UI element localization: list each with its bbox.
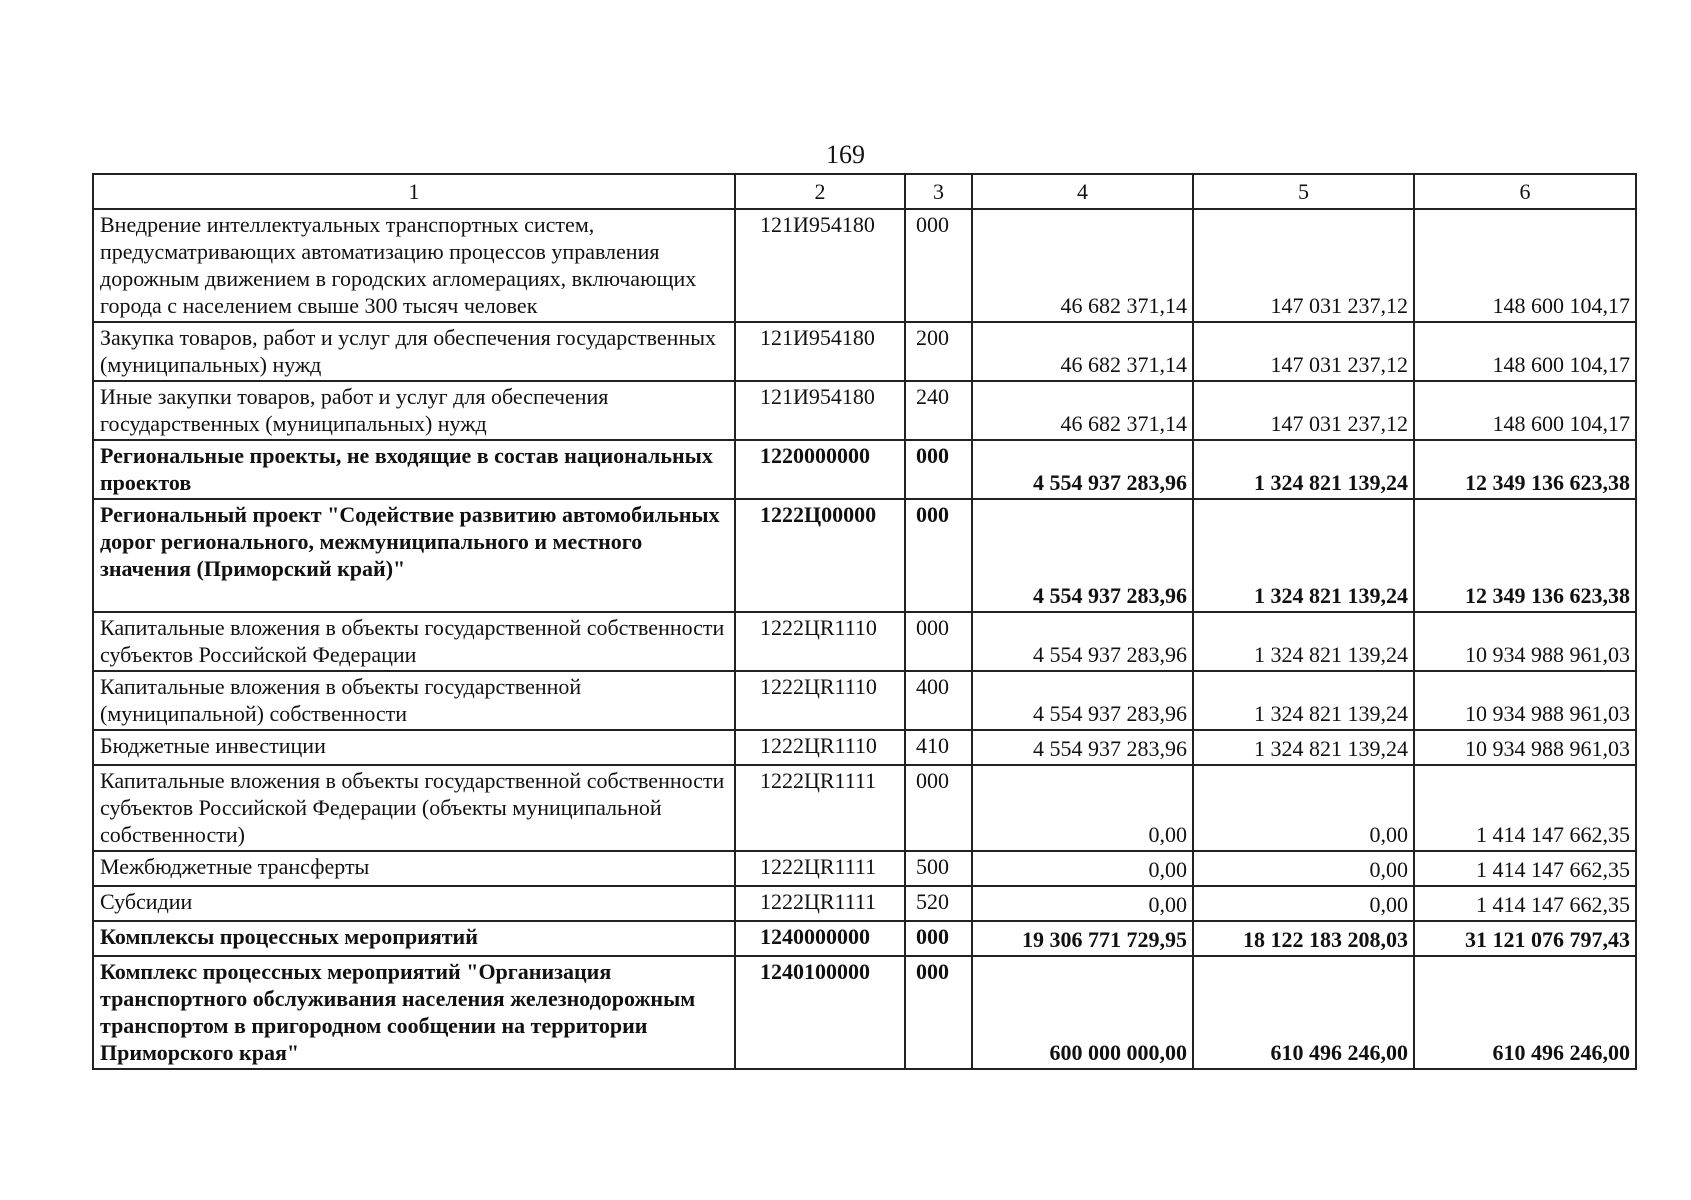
row-type-cell: 240 bbox=[905, 381, 972, 440]
row-value-col4-cell: 4 554 937 283,96 bbox=[972, 612, 1193, 671]
row-value-col5-cell: 1 324 821 139,24 bbox=[1193, 440, 1414, 499]
row-code-cell: 1222ЦR1111 bbox=[735, 851, 905, 886]
row-value-col4-cell: 600 000 000,00 bbox=[972, 956, 1193, 1069]
table-row bbox=[93, 209, 1636, 322]
row-code-cell: 1222ЦR1110 bbox=[735, 612, 905, 671]
row-value-col6-cell: 10 934 988 961,03 bbox=[1414, 730, 1636, 765]
row-code-cell: 1222ЦR1110 bbox=[735, 730, 905, 765]
row-value-col6-cell: 148 600 104,17 bbox=[1414, 322, 1636, 381]
row-value-col4-cell: 4 554 937 283,96 bbox=[972, 499, 1193, 612]
row-value-col6-cell: 10 934 988 961,03 bbox=[1414, 612, 1636, 671]
row-code-cell: 1222ЦR1111 bbox=[735, 886, 905, 921]
table-row bbox=[93, 440, 1636, 499]
row-name-cell: Межбюджетные трансферты bbox=[93, 851, 735, 886]
row-value-col4-cell: 19 306 771 729,95 bbox=[972, 921, 1193, 956]
header-cell-5: 5 bbox=[1193, 174, 1414, 209]
table-row bbox=[93, 886, 1636, 921]
table-row bbox=[93, 765, 1636, 851]
row-code-cell: 1220000000 bbox=[735, 440, 905, 499]
row-type-cell: 000 bbox=[905, 440, 972, 499]
row-value-col5-cell: 1 324 821 139,24 bbox=[1193, 499, 1414, 612]
row-value-col6-cell: 1 414 147 662,35 bbox=[1414, 851, 1636, 886]
header-cell-6: 6 bbox=[1414, 174, 1636, 209]
row-name-cell: Закупка товаров, работ и услуг для обеспечения государственных (муниципальных) нужд bbox=[93, 322, 735, 381]
row-code-cell: 121И954180 bbox=[735, 381, 905, 440]
row-value-col4-cell: 0,00 bbox=[972, 851, 1193, 886]
header-cell-1: 1 bbox=[93, 174, 735, 209]
table-row bbox=[93, 730, 1636, 765]
table-row bbox=[93, 322, 1636, 381]
row-value-col5-cell: 610 496 246,00 bbox=[1193, 956, 1414, 1069]
row-value-col5-cell: 0,00 bbox=[1193, 886, 1414, 921]
row-type-cell: 000 bbox=[905, 209, 972, 322]
page-number: 169 bbox=[826, 140, 865, 169]
row-type-cell: 500 bbox=[905, 851, 972, 886]
row-name-cell: Региональный проект "Содействие развитию автомобильных дорог регионального, межмуниципального и местного значения (Приморский край)" bbox=[93, 499, 735, 612]
row-type-cell: 200 bbox=[905, 322, 972, 381]
row-name-cell: Капитальные вложения в объекты государственной собственности субъектов Российской Федерации (объекты муниципальной собственности) bbox=[93, 765, 735, 851]
row-value-col5-cell: 147 031 237,12 bbox=[1193, 209, 1414, 322]
row-value-col6-cell: 1 414 147 662,35 bbox=[1414, 886, 1636, 921]
row-name-cell: Комплекс процессных мероприятий "Организация транспортного обслуживания населения железнодорожным транспортом в пригородном сообщении на территории Приморского края" bbox=[93, 956, 735, 1069]
row-value-col5-cell: 147 031 237,12 bbox=[1193, 381, 1414, 440]
row-value-col6-cell: 31 121 076 797,43 bbox=[1414, 921, 1636, 956]
row-type-cell: 000 bbox=[905, 921, 972, 956]
header-cell-3: 3 bbox=[905, 174, 972, 209]
row-value-col4-cell: 0,00 bbox=[972, 765, 1193, 851]
row-value-col6-cell: 12 349 136 623,38 bbox=[1414, 440, 1636, 499]
row-type-cell: 410 bbox=[905, 730, 972, 765]
table-body bbox=[93, 174, 1636, 1069]
row-name-cell: Субсидии bbox=[93, 886, 735, 921]
row-name-cell: Капитальные вложения в объекты государственной (муниципальной) собственности bbox=[93, 671, 735, 730]
row-value-col6-cell: 148 600 104,17 bbox=[1414, 209, 1636, 322]
header-cell-4: 4 bbox=[972, 174, 1193, 209]
row-value-col4-cell: 46 682 371,14 bbox=[972, 381, 1193, 440]
row-value-col5-cell: 1 324 821 139,24 bbox=[1193, 671, 1414, 730]
row-name-cell: Капитальные вложения в объекты государственной собственности субъектов Российской Федерации bbox=[93, 612, 735, 671]
table-row bbox=[93, 851, 1636, 886]
row-code-cell: 1222Ц00000 bbox=[735, 499, 905, 612]
header-cell-2: 2 bbox=[735, 174, 905, 209]
row-code-cell: 1240100000 bbox=[735, 956, 905, 1069]
row-code-cell: 1222ЦR1111 bbox=[735, 765, 905, 851]
row-type-cell: 000 bbox=[905, 956, 972, 1069]
table-header-row bbox=[93, 174, 1636, 209]
row-type-cell: 000 bbox=[905, 765, 972, 851]
row-type-cell: 000 bbox=[905, 499, 972, 612]
row-code-cell: 121И954180 bbox=[735, 209, 905, 322]
row-type-cell: 000 bbox=[905, 612, 972, 671]
row-value-col6-cell: 148 600 104,17 bbox=[1414, 381, 1636, 440]
budget-table bbox=[92, 173, 1637, 1070]
row-value-col5-cell: 1 324 821 139,24 bbox=[1193, 730, 1414, 765]
row-value-col5-cell: 0,00 bbox=[1193, 765, 1414, 851]
row-name-cell: Комплексы процессных мероприятий bbox=[93, 921, 735, 956]
row-value-col5-cell: 147 031 237,12 bbox=[1193, 322, 1414, 381]
row-value-col6-cell: 610 496 246,00 bbox=[1414, 956, 1636, 1069]
table-row bbox=[93, 956, 1636, 1069]
row-name-cell: Бюджетные инвестиции bbox=[93, 730, 735, 765]
row-value-col4-cell: 0,00 bbox=[972, 886, 1193, 921]
row-value-col4-cell: 46 682 371,14 bbox=[972, 209, 1193, 322]
row-type-cell: 520 bbox=[905, 886, 972, 921]
row-value-col4-cell: 4 554 937 283,96 bbox=[972, 671, 1193, 730]
row-value-col4-cell: 46 682 371,14 bbox=[972, 322, 1193, 381]
row-type-cell: 400 bbox=[905, 671, 972, 730]
table-row bbox=[93, 671, 1636, 730]
row-name-cell: Иные закупки товаров, работ и услуг для обеспечения государственных (муниципальных) нужд bbox=[93, 381, 735, 440]
row-code-cell: 1240000000 bbox=[735, 921, 905, 956]
row-value-col5-cell: 1 324 821 139,24 bbox=[1193, 612, 1414, 671]
table-row bbox=[93, 499, 1636, 612]
row-name-cell: Региональные проекты, не входящие в состав национальных проектов bbox=[93, 440, 735, 499]
row-value-col6-cell: 10 934 988 961,03 bbox=[1414, 671, 1636, 730]
table-row bbox=[93, 612, 1636, 671]
row-value-col5-cell: 0,00 bbox=[1193, 851, 1414, 886]
row-value-col4-cell: 4 554 937 283,96 bbox=[972, 440, 1193, 499]
row-code-cell: 1222ЦR1110 bbox=[735, 671, 905, 730]
row-value-col5-cell: 18 122 183 208,03 bbox=[1193, 921, 1414, 956]
row-value-col6-cell: 1 414 147 662,35 bbox=[1414, 765, 1636, 851]
table-row bbox=[93, 381, 1636, 440]
row-value-col6-cell: 12 349 136 623,38 bbox=[1414, 499, 1636, 612]
row-code-cell: 121И954180 bbox=[735, 322, 905, 381]
row-value-col4-cell: 4 554 937 283,96 bbox=[972, 730, 1193, 765]
table-row bbox=[93, 921, 1636, 956]
row-name-cell: Внедрение интеллектуальных транспортных систем, предусматривающих автоматизацию процессов управления дорожным движением в городских агломерациях, включающих города с населением свыше 300 тысяч человек bbox=[93, 209, 735, 322]
